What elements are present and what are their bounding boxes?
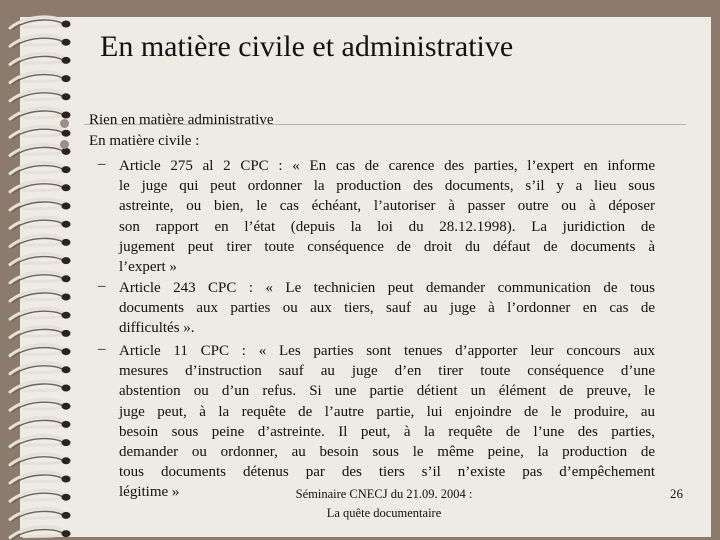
spiral-ring (10, 326, 71, 339)
text-line: Article 11 CPC : « Les parties sont tenues d’apporter leur concours aux (119, 343, 655, 359)
text-line: tous documents détenus par des tiers s’il n’existe pas d’empêchement (119, 464, 655, 481)
spiral-ring (10, 253, 71, 266)
spiral-ring (10, 53, 71, 66)
spiral-ring (10, 181, 71, 194)
spiral-ring (10, 490, 71, 503)
spiral-ring (10, 399, 71, 412)
spiral-ring (10, 454, 71, 467)
spiral-ring (10, 90, 71, 103)
spiral-ring (10, 344, 71, 357)
spiral-ring (10, 308, 71, 321)
footer (284, 485, 484, 523)
text-line: jugement peut tirer toute conséquence de droit du défaut de documents à (119, 238, 655, 255)
text-line: Article 275 al 2 CPC : « En cas de carence des parties, l’expert en informe (119, 158, 655, 174)
text-line: Article 243 CPC : « Le technicien peut demander communication de tous (119, 280, 655, 296)
spiral-binding-icon (0, 0, 90, 540)
text-line: le juge qui peut ordonner la production des documents, s’il y a lieu sous (119, 178, 655, 195)
spiral-ring (10, 162, 71, 175)
bullet-icon (60, 119, 69, 128)
text-line: son rapport en l’état (depuis la loi du 28.12.1998). La juridiction de (119, 218, 655, 235)
spiral-ring (10, 17, 71, 30)
text-line: légitime » (119, 484, 180, 501)
text-line: documents aux parties ou aux tiers, sauf au juge à l’ordonner en cas de (119, 300, 655, 317)
subitem-dash: – (98, 156, 106, 172)
subitem-dash: – (98, 278, 106, 294)
article-243-text (119, 278, 655, 339)
text-line: abstention ou d’un refus. Si une partie détient un élément de preuve, le (119, 383, 655, 400)
spiral-ring (10, 435, 71, 448)
spiral-ring (10, 235, 71, 248)
spiral-ring (10, 417, 71, 430)
subitem-dash: – (98, 341, 106, 357)
text-line: juge peut, à la requête de l’autre partie, lui enjoindre de le produire, au (119, 403, 655, 420)
text-line: difficultés ». (119, 320, 195, 337)
text-line: mesures d’instruction sauf au juge d’en tirer toute conséquence d’une (119, 363, 655, 380)
bullet-icon (60, 140, 69, 149)
spiral-ring (10, 363, 71, 376)
text-line: astreinte, ou bien, le cas échéant, l’autoriser à passer outre ou à déposer (119, 198, 655, 215)
bullet-item-administrative: Rien en matière administrative (89, 112, 274, 128)
slide-title: En matière civile et administrative (100, 30, 514, 63)
text-line: l’expert » (119, 258, 177, 275)
article-275-text (119, 156, 655, 277)
spiral-ring (10, 126, 71, 139)
spiral-ring (10, 381, 71, 394)
page-number: 26 (670, 486, 683, 501)
spiral-ring (10, 71, 71, 84)
footer-line-1: Séminaire CNECJ du 21.09. 2004 : (295, 487, 473, 501)
spiral-ring (10, 35, 71, 48)
bullet-item-civile: En matière civile : (89, 133, 200, 149)
spiral-ring (10, 526, 71, 539)
spiral-ring (10, 290, 71, 303)
spiral-ring (10, 217, 71, 230)
footer-line-2: La quête documentaire (326, 506, 442, 520)
spiral-ring (10, 199, 71, 212)
text-line: demander ou ordonner, au besoin sous le même peine, la production de (119, 443, 655, 460)
spiral-ring (10, 472, 71, 485)
text-line: besoin sous peine d’astreinte. Il peut, à la requête de l’une des parties, (119, 423, 655, 440)
spiral-ring (10, 272, 71, 285)
article-11-text (119, 341, 655, 503)
spiral-ring (10, 508, 71, 521)
